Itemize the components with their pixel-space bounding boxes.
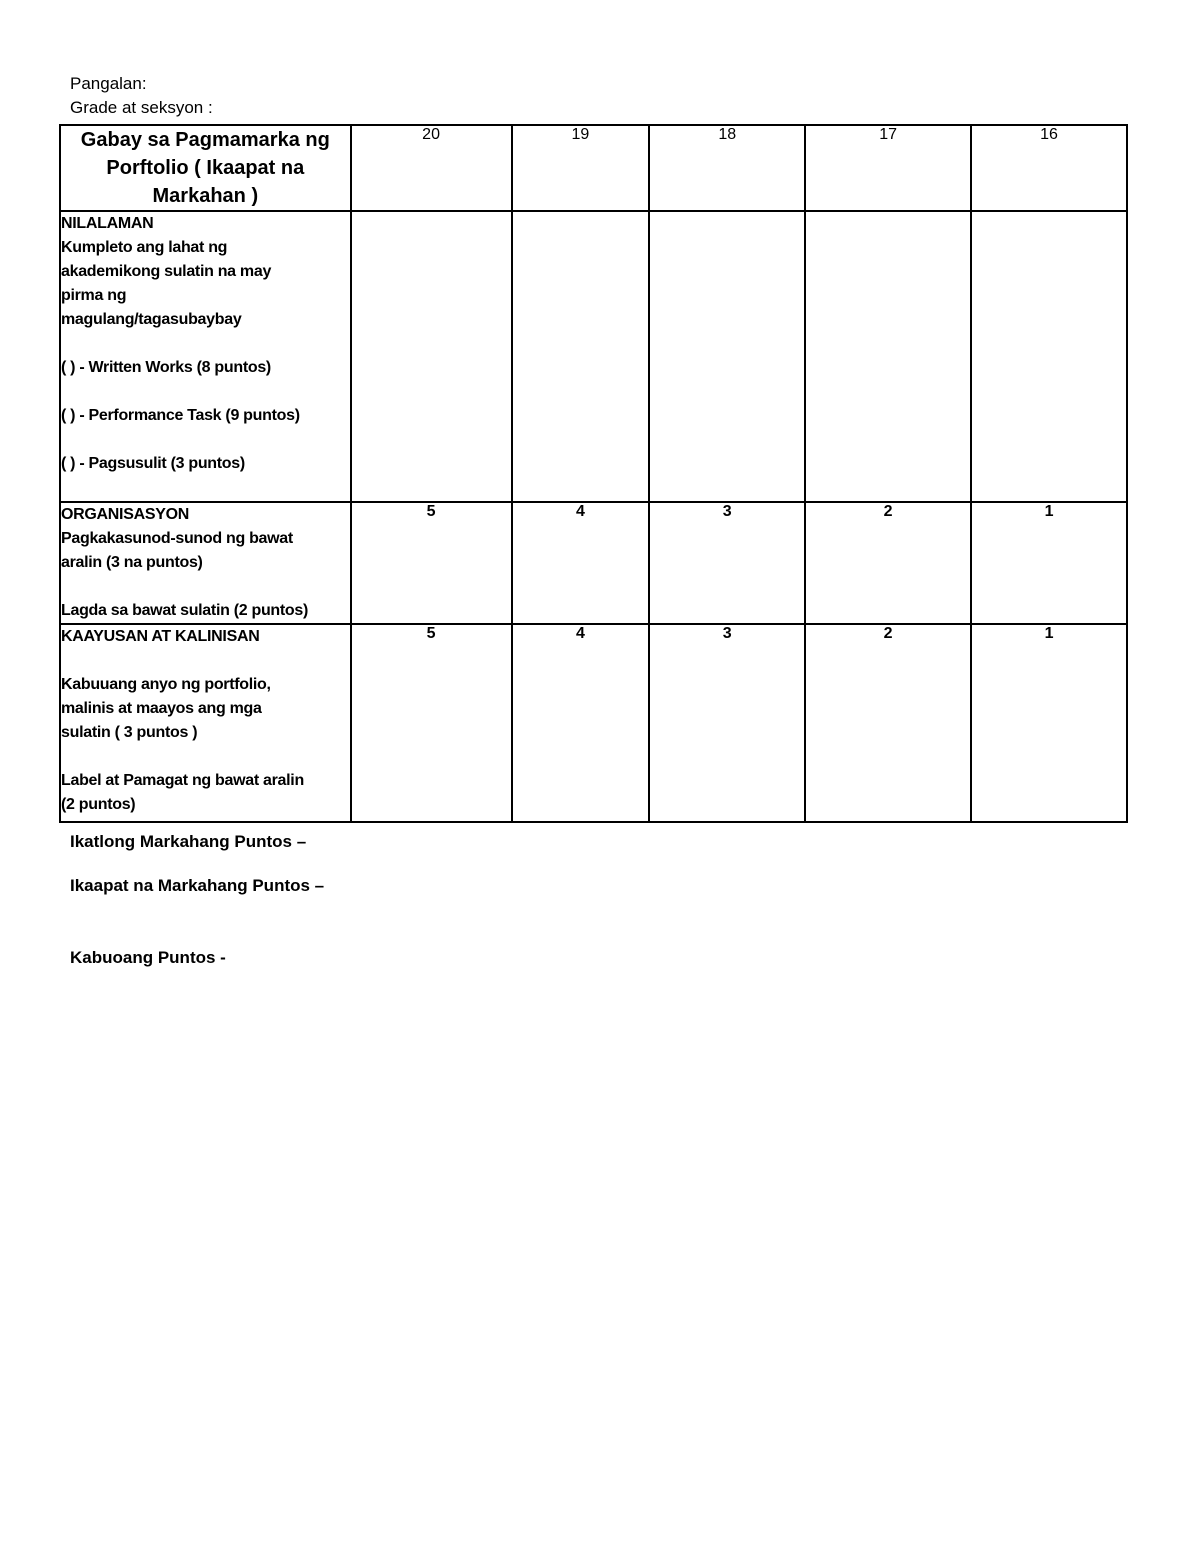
- criterion-line: [61, 745, 350, 769]
- rubric-title-line: Markahan ): [152, 185, 259, 207]
- score-cell[interactable]: 5: [351, 502, 512, 624]
- score-cell[interactable]: [351, 211, 512, 502]
- criterion-line: sulatin ( 3 puntos ): [61, 724, 198, 741]
- rubric-title: [60, 125, 351, 211]
- criterion-line: ORGANISASYON: [61, 506, 189, 523]
- student-info: [70, 72, 213, 120]
- grade-section-label: Grade at seksyon :: [70, 98, 213, 117]
- criterion-line: NILALAMAN: [61, 215, 154, 232]
- fourth-quarter-score: Ikaapat na Markahang Puntos –: [70, 876, 325, 895]
- criterion-line: ( ) - Written Works (8 puntos): [61, 359, 271, 376]
- criterion-line: [61, 428, 350, 452]
- criterion-row-kaayusan: [60, 624, 1127, 822]
- criterion-line: ( ) - Performance Task (9 puntos): [61, 407, 300, 424]
- rubric-title-line: Gabay sa Pagmamarka ng: [80, 129, 330, 151]
- criterion-line: aralin (3 na puntos): [61, 554, 203, 571]
- rubric-header-row: [60, 125, 1127, 211]
- criterion-line: akademikong sulatin na may: [61, 263, 272, 280]
- criterion-line: malinis at maayos ang mga: [61, 700, 262, 717]
- score-header-19: 19: [512, 125, 650, 211]
- criterion-line: Pagkakasunod-sunod ng bawat: [61, 530, 293, 547]
- criterion-description: [60, 502, 351, 624]
- criterion-line: Label at Pamagat ng bawat aralin: [61, 772, 304, 789]
- score-cell[interactable]: [971, 211, 1127, 502]
- criterion-line: pirma ng: [61, 287, 127, 304]
- score-header-18: 18: [649, 125, 805, 211]
- rubric-title-line: Porftolio ( Ikaapat na: [106, 157, 305, 179]
- criterion-description: [60, 624, 351, 822]
- criterion-line: ( ) - Pagsusulit (3 puntos): [61, 455, 245, 472]
- score-cell[interactable]: 1: [971, 502, 1127, 624]
- score-cell[interactable]: [649, 211, 805, 502]
- criterion-line: [61, 575, 350, 599]
- criterion-line: Lagda sa bawat sulatin (2 puntos): [61, 602, 309, 619]
- score-cell[interactable]: 4: [512, 502, 650, 624]
- criterion-line: (2 puntos): [61, 796, 136, 813]
- score-cell[interactable]: 4: [512, 624, 650, 822]
- score-cell[interactable]: [805, 211, 971, 502]
- criterion-line: [61, 380, 350, 404]
- total-score: Kabuoang Puntos -: [70, 948, 226, 967]
- score-header-20: 20: [351, 125, 512, 211]
- criterion-row-organisasyon: [60, 502, 1127, 624]
- score-cell[interactable]: 3: [649, 502, 805, 624]
- score-cell[interactable]: 1: [971, 624, 1127, 822]
- criterion-line: Kabuuang anyo ng portfolio,: [61, 676, 271, 693]
- criterion-line: magulang/tagasubaybay: [61, 311, 242, 328]
- rubric-table: [59, 124, 1128, 823]
- criterion-line: Kumpleto ang lahat ng: [61, 239, 228, 256]
- criterion-row-nilalaman: [60, 211, 1127, 502]
- third-quarter-score: Ikatlong Markahang Puntos –: [70, 832, 307, 851]
- score-cell[interactable]: 3: [649, 624, 805, 822]
- score-cell[interactable]: 2: [805, 624, 971, 822]
- criterion-line: [61, 332, 350, 356]
- score-cell[interactable]: 2: [805, 502, 971, 624]
- name-label: Pangalan:: [70, 74, 147, 93]
- criterion-description: [60, 211, 351, 502]
- score-cell[interactable]: 5: [351, 624, 512, 822]
- criterion-line: KAAYUSAN AT KALINISAN: [61, 628, 260, 645]
- criterion-line: [61, 649, 350, 673]
- score-header-17: 17: [805, 125, 971, 211]
- score-header-16: 16: [971, 125, 1127, 211]
- score-cell[interactable]: [512, 211, 650, 502]
